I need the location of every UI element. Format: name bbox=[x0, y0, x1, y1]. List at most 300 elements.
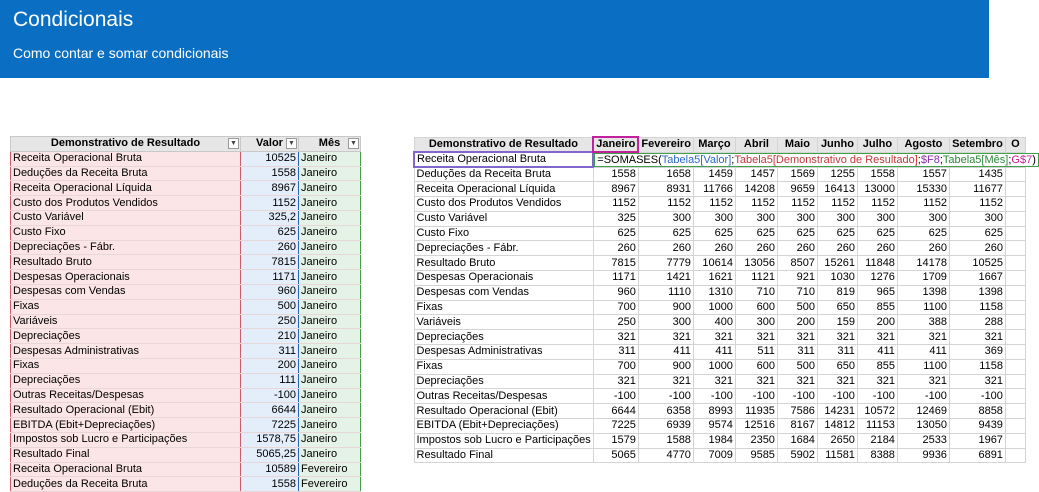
value-cell[interactable]: 8388 bbox=[857, 448, 897, 463]
cell-demonstrativo[interactable]: Receita Operacional Líquida bbox=[11, 181, 241, 196]
value-cell[interactable]: 2350 bbox=[735, 433, 777, 448]
cell-demonstrativo[interactable]: Fixas bbox=[11, 358, 241, 373]
cell-mes[interactable]: Fevereiro bbox=[299, 477, 361, 492]
value-cell[interactable]: -100 bbox=[693, 389, 735, 404]
value-cell[interactable]: 1684 bbox=[777, 433, 817, 448]
filter-dropdown-icon[interactable]: ▼ bbox=[228, 138, 239, 149]
cell-demonstrativo[interactable]: Despesas com Vendas bbox=[11, 284, 241, 299]
value-cell[interactable]: 13056 bbox=[735, 256, 777, 271]
value-cell[interactable] bbox=[1005, 197, 1025, 212]
value-cell[interactable]: 321 bbox=[638, 330, 693, 345]
value-cell[interactable]: 500 bbox=[777, 300, 817, 315]
value-cell[interactable]: 15261 bbox=[817, 256, 857, 271]
value-cell[interactable]: 9585 bbox=[735, 448, 777, 463]
value-cell[interactable]: 311 bbox=[593, 345, 638, 360]
value-cell[interactable]: 8858 bbox=[949, 404, 1005, 419]
value-cell[interactable]: 819 bbox=[817, 285, 857, 300]
month-header[interactable]: Janeiro bbox=[593, 137, 638, 152]
value-cell[interactable] bbox=[1005, 226, 1025, 241]
value-cell[interactable]: 400 bbox=[693, 315, 735, 330]
cell-valor[interactable]: 1578,75 bbox=[241, 432, 299, 447]
value-cell[interactable]: 5902 bbox=[777, 448, 817, 463]
value-cell[interactable]: 900 bbox=[638, 300, 693, 315]
filter-dropdown-icon[interactable]: ▼ bbox=[348, 138, 359, 149]
value-cell[interactable]: 1152 bbox=[593, 197, 638, 212]
value-cell[interactable]: 625 bbox=[777, 226, 817, 241]
value-cell[interactable]: 325 bbox=[593, 211, 638, 226]
value-cell[interactable]: 321 bbox=[857, 374, 897, 389]
value-cell[interactable]: 625 bbox=[693, 226, 735, 241]
cell-valor[interactable]: 5065,25 bbox=[241, 447, 299, 462]
cell-valor[interactable]: 10589 bbox=[241, 462, 299, 477]
value-cell[interactable]: 321 bbox=[949, 330, 1005, 345]
value-cell[interactable]: 8507 bbox=[777, 256, 817, 271]
month-header[interactable]: Março bbox=[693, 137, 735, 152]
value-cell[interactable]: 9659 bbox=[777, 182, 817, 197]
value-cell[interactable]: 921 bbox=[777, 271, 817, 286]
value-cell[interactable]: 321 bbox=[897, 330, 949, 345]
value-cell[interactable]: 300 bbox=[857, 211, 897, 226]
cell-demonstrativo[interactable]: Custo Fixo bbox=[11, 225, 241, 240]
value-cell[interactable]: -100 bbox=[735, 389, 777, 404]
cell-valor[interactable]: 7815 bbox=[241, 255, 299, 270]
value-cell[interactable]: 5065 bbox=[593, 448, 638, 463]
cell-demonstrativo[interactable]: Resultado Final bbox=[11, 447, 241, 462]
cell-demonstrativo[interactable]: Resultado Bruto bbox=[11, 255, 241, 270]
value-cell[interactable]: 9936 bbox=[897, 448, 949, 463]
value-cell[interactable]: 2650 bbox=[817, 433, 857, 448]
value-cell[interactable] bbox=[1005, 419, 1025, 434]
cell-mes[interactable]: Janeiro bbox=[299, 344, 361, 359]
cell-mes[interactable]: Janeiro bbox=[299, 373, 361, 388]
value-cell[interactable]: 1588 bbox=[638, 433, 693, 448]
value-cell[interactable]: 1000 bbox=[693, 300, 735, 315]
value-cell[interactable]: 1152 bbox=[777, 197, 817, 212]
value-cell[interactable] bbox=[1005, 448, 1025, 463]
value-cell[interactable]: 8967 bbox=[593, 182, 638, 197]
value-cell[interactable]: 321 bbox=[949, 374, 1005, 389]
value-cell[interactable] bbox=[1005, 211, 1025, 226]
month-header[interactable]: Agosto bbox=[897, 137, 949, 152]
value-cell[interactable]: 321 bbox=[693, 330, 735, 345]
cell-mes[interactable]: Janeiro bbox=[299, 314, 361, 329]
value-cell[interactable]: 260 bbox=[777, 241, 817, 256]
value-cell[interactable]: 900 bbox=[638, 359, 693, 374]
value-cell[interactable] bbox=[1005, 300, 1025, 315]
formula-editor[interactable] bbox=[594, 153, 1039, 167]
value-cell[interactable]: 300 bbox=[638, 315, 693, 330]
value-cell[interactable]: 321 bbox=[735, 374, 777, 389]
cell-mes[interactable]: Janeiro bbox=[299, 196, 361, 211]
value-cell[interactable]: 1152 bbox=[817, 197, 857, 212]
value-cell[interactable]: 11935 bbox=[735, 404, 777, 419]
value-cell[interactable]: 1459 bbox=[693, 167, 735, 182]
month-header[interactable]: Junho bbox=[817, 137, 857, 152]
value-cell[interactable]: 11581 bbox=[817, 448, 857, 463]
cell-demonstrativo[interactable]: Deduções da Receita Bruta bbox=[11, 477, 241, 492]
value-cell[interactable]: 1171 bbox=[593, 271, 638, 286]
value-cell[interactable]: 1667 bbox=[949, 271, 1005, 286]
row-label[interactable]: Custo Variável bbox=[414, 211, 593, 226]
value-cell[interactable]: 10525 bbox=[949, 256, 1005, 271]
value-cell[interactable]: 6644 bbox=[593, 404, 638, 419]
value-cell[interactable]: 1557 bbox=[897, 167, 949, 182]
value-cell[interactable]: 411 bbox=[693, 345, 735, 360]
cell-mes[interactable]: Janeiro bbox=[299, 166, 361, 181]
value-cell[interactable]: 11766 bbox=[693, 182, 735, 197]
value-cell[interactable]: 7586 bbox=[777, 404, 817, 419]
value-cell[interactable] bbox=[1005, 285, 1025, 300]
value-cell[interactable]: 260 bbox=[638, 241, 693, 256]
cell-demonstrativo[interactable]: Depreciações bbox=[11, 329, 241, 344]
value-cell[interactable] bbox=[1005, 389, 1025, 404]
value-cell[interactable]: 625 bbox=[857, 226, 897, 241]
value-cell[interactable]: 1152 bbox=[638, 197, 693, 212]
value-cell[interactable] bbox=[1005, 404, 1025, 419]
value-cell[interactable]: 200 bbox=[857, 315, 897, 330]
cell-valor[interactable]: 1152 bbox=[241, 196, 299, 211]
month-header[interactable]: Maio bbox=[777, 137, 817, 152]
cell-demonstrativo[interactable]: Receita Operacional Bruta bbox=[11, 462, 241, 477]
cell-valor[interactable]: 6644 bbox=[241, 403, 299, 418]
value-cell[interactable]: 710 bbox=[735, 285, 777, 300]
cell-valor[interactable]: 7225 bbox=[241, 418, 299, 433]
value-cell[interactable]: 250 bbox=[593, 315, 638, 330]
value-cell[interactable]: 4770 bbox=[638, 448, 693, 463]
value-cell[interactable]: 6891 bbox=[949, 448, 1005, 463]
row-label[interactable]: Deduções da Receita Bruta bbox=[414, 167, 593, 182]
row-label[interactable]: Custo Fixo bbox=[414, 226, 593, 241]
left-header-valor[interactable] bbox=[241, 137, 299, 152]
row-label[interactable]: Receita Operacional Líquida bbox=[414, 182, 593, 197]
value-cell[interactable]: 7779 bbox=[638, 256, 693, 271]
value-cell[interactable]: 1000 bbox=[693, 359, 735, 374]
cell-demonstrativo[interactable]: EBITDA (Ebit+Depreciações) bbox=[11, 418, 241, 433]
row-label[interactable]: Resultado Bruto bbox=[414, 256, 593, 271]
value-cell[interactable]: 1709 bbox=[897, 271, 949, 286]
row-label[interactable]: Resultado Operacional (Ebit) bbox=[414, 404, 593, 419]
value-cell[interactable]: 321 bbox=[593, 330, 638, 345]
value-cell[interactable]: 511 bbox=[735, 345, 777, 360]
cell-demonstrativo[interactable]: Fixas bbox=[11, 299, 241, 314]
value-cell[interactable]: 2533 bbox=[897, 433, 949, 448]
cell-valor[interactable]: 500 bbox=[241, 299, 299, 314]
value-cell[interactable]: 855 bbox=[857, 359, 897, 374]
value-cell[interactable]: 300 bbox=[949, 211, 1005, 226]
value-cell[interactable]: 1158 bbox=[949, 300, 1005, 315]
cell-demonstrativo[interactable]: Despesas Operacionais bbox=[11, 270, 241, 285]
value-cell[interactable]: 16413 bbox=[817, 182, 857, 197]
month-header[interactable]: O bbox=[1005, 137, 1025, 152]
cell-valor[interactable]: 10525 bbox=[241, 151, 299, 166]
value-cell[interactable]: 300 bbox=[638, 211, 693, 226]
cell-mes[interactable]: Janeiro bbox=[299, 388, 361, 403]
value-cell[interactable]: 260 bbox=[897, 241, 949, 256]
formula-cell[interactable] bbox=[593, 152, 1036, 167]
value-cell[interactable]: 1121 bbox=[735, 271, 777, 286]
value-cell[interactable] bbox=[1005, 359, 1025, 374]
value-cell[interactable]: 321 bbox=[735, 330, 777, 345]
value-cell[interactable]: 1100 bbox=[897, 359, 949, 374]
value-cell[interactable]: 700 bbox=[593, 359, 638, 374]
value-cell[interactable]: 1621 bbox=[693, 271, 735, 286]
value-cell[interactable] bbox=[1005, 315, 1025, 330]
value-cell[interactable]: 14812 bbox=[817, 419, 857, 434]
row-label[interactable]: Depreciações bbox=[414, 374, 593, 389]
cell-valor[interactable]: 1558 bbox=[241, 477, 299, 492]
value-cell[interactable]: -100 bbox=[817, 389, 857, 404]
value-cell[interactable]: 11848 bbox=[857, 256, 897, 271]
value-cell[interactable]: 300 bbox=[897, 211, 949, 226]
cell-mes[interactable]: Janeiro bbox=[299, 255, 361, 270]
value-cell[interactable]: -100 bbox=[949, 389, 1005, 404]
value-cell[interactable]: 965 bbox=[857, 285, 897, 300]
value-cell[interactable] bbox=[1005, 256, 1025, 271]
value-cell[interactable]: 321 bbox=[897, 374, 949, 389]
value-cell[interactable] bbox=[1005, 241, 1025, 256]
value-cell[interactable]: 1100 bbox=[897, 300, 949, 315]
value-cell[interactable]: -100 bbox=[638, 389, 693, 404]
value-cell[interactable]: 1558 bbox=[593, 167, 638, 182]
row-label[interactable]: Variáveis bbox=[414, 315, 593, 330]
value-cell[interactable] bbox=[1005, 374, 1025, 389]
value-cell[interactable]: 700 bbox=[593, 300, 638, 315]
value-cell[interactable]: 260 bbox=[693, 241, 735, 256]
value-cell[interactable]: 1152 bbox=[949, 197, 1005, 212]
value-cell[interactable]: 1152 bbox=[897, 197, 949, 212]
value-cell[interactable]: 960 bbox=[593, 285, 638, 300]
cell-valor[interactable]: 960 bbox=[241, 284, 299, 299]
row-label[interactable]: Fixas bbox=[414, 300, 593, 315]
value-cell[interactable]: 1152 bbox=[735, 197, 777, 212]
value-cell[interactable]: 260 bbox=[817, 241, 857, 256]
value-cell[interactable]: 1658 bbox=[638, 167, 693, 182]
cell-valor[interactable]: 200 bbox=[241, 358, 299, 373]
value-cell[interactable]: 311 bbox=[817, 345, 857, 360]
value-cell[interactable]: 600 bbox=[735, 300, 777, 315]
value-cell[interactable]: 710 bbox=[777, 285, 817, 300]
value-cell[interactable]: 625 bbox=[593, 226, 638, 241]
cell-mes[interactable]: Janeiro bbox=[299, 181, 361, 196]
value-cell[interactable]: 1398 bbox=[897, 285, 949, 300]
value-cell[interactable]: -100 bbox=[593, 389, 638, 404]
summary-header-label[interactable]: Demonstrativo de Resultado bbox=[414, 137, 593, 152]
value-cell[interactable]: 7225 bbox=[593, 419, 638, 434]
cell-mes[interactable]: Janeiro bbox=[299, 210, 361, 225]
cell-demonstrativo[interactable]: Custo Variável bbox=[11, 210, 241, 225]
value-cell[interactable]: 15330 bbox=[897, 182, 949, 197]
value-cell[interactable]: 1276 bbox=[857, 271, 897, 286]
cell-demonstrativo[interactable]: Deduções da Receita Bruta bbox=[11, 166, 241, 181]
cell-valor[interactable]: 1558 bbox=[241, 166, 299, 181]
cell-mes[interactable]: Janeiro bbox=[299, 432, 361, 447]
cell-mes[interactable]: Janeiro bbox=[299, 151, 361, 166]
value-cell[interactable]: 1967 bbox=[949, 433, 1005, 448]
value-cell[interactable]: 14208 bbox=[735, 182, 777, 197]
cell-valor[interactable]: 111 bbox=[241, 373, 299, 388]
month-header[interactable]: Julho bbox=[857, 137, 897, 152]
value-cell[interactable] bbox=[1005, 271, 1025, 286]
value-cell[interactable]: -100 bbox=[777, 389, 817, 404]
cell-demonstrativo[interactable]: Impostos sob Lucro e Participações bbox=[11, 432, 241, 447]
value-cell[interactable]: -100 bbox=[857, 389, 897, 404]
row-label[interactable]: Despesas Administrativas bbox=[414, 345, 593, 360]
cell-valor[interactable]: 8967 bbox=[241, 181, 299, 196]
value-cell[interactable]: 300 bbox=[693, 211, 735, 226]
value-cell[interactable]: 321 bbox=[638, 374, 693, 389]
value-cell[interactable]: 8931 bbox=[638, 182, 693, 197]
cell-demonstrativo[interactable]: Outras Receitas/Despesas bbox=[11, 388, 241, 403]
value-cell[interactable]: 1030 bbox=[817, 271, 857, 286]
filter-dropdown-icon[interactable]: ▼ bbox=[286, 138, 297, 149]
value-cell[interactable]: 369 bbox=[949, 345, 1005, 360]
value-cell[interactable]: 13050 bbox=[897, 419, 949, 434]
value-cell[interactable]: 311 bbox=[777, 345, 817, 360]
value-cell[interactable]: 625 bbox=[735, 226, 777, 241]
cell-mes[interactable]: Janeiro bbox=[299, 358, 361, 373]
cell-mes[interactable]: Janeiro bbox=[299, 299, 361, 314]
row-label[interactable]: Depreciações - Fábr. bbox=[414, 241, 593, 256]
cell-demonstrativo[interactable]: Depreciações - Fábr. bbox=[11, 240, 241, 255]
value-cell[interactable]: 1457 bbox=[735, 167, 777, 182]
value-cell[interactable] bbox=[1005, 433, 1025, 448]
value-cell[interactable]: 321 bbox=[593, 374, 638, 389]
cell-valor[interactable]: 260 bbox=[241, 240, 299, 255]
value-cell[interactable]: 650 bbox=[817, 300, 857, 315]
value-cell[interactable]: 260 bbox=[735, 241, 777, 256]
value-cell[interactable]: 411 bbox=[638, 345, 693, 360]
value-cell[interactable]: 10614 bbox=[693, 256, 735, 271]
value-cell[interactable]: 11677 bbox=[949, 182, 1005, 197]
value-cell[interactable]: 625 bbox=[897, 226, 949, 241]
cell-demonstrativo[interactable]: Resultado Operacional (Ebit) bbox=[11, 403, 241, 418]
value-cell[interactable]: 300 bbox=[817, 211, 857, 226]
value-cell[interactable]: 321 bbox=[857, 330, 897, 345]
cell-valor[interactable]: 210 bbox=[241, 329, 299, 344]
value-cell[interactable]: 1579 bbox=[593, 433, 638, 448]
value-cell[interactable]: 625 bbox=[817, 226, 857, 241]
value-cell[interactable]: 1310 bbox=[693, 285, 735, 300]
value-cell[interactable]: 321 bbox=[777, 330, 817, 345]
value-cell[interactable] bbox=[1005, 182, 1025, 197]
value-cell[interactable]: 8993 bbox=[693, 404, 735, 419]
left-header-mes[interactable] bbox=[299, 137, 361, 152]
value-cell[interactable]: -100 bbox=[897, 389, 949, 404]
row-label[interactable]: Receita Operacional Bruta bbox=[414, 152, 593, 167]
value-cell[interactable]: 11153 bbox=[857, 419, 897, 434]
cell-valor[interactable]: 1171 bbox=[241, 270, 299, 285]
cell-demonstrativo[interactable]: Despesas Administrativas bbox=[11, 344, 241, 359]
value-cell[interactable]: 321 bbox=[817, 330, 857, 345]
value-cell[interactable]: 14231 bbox=[817, 404, 857, 419]
value-cell[interactable]: 6358 bbox=[638, 404, 693, 419]
value-cell[interactable]: 625 bbox=[949, 226, 1005, 241]
value-cell[interactable]: 1255 bbox=[817, 167, 857, 182]
cell-valor[interactable]: 325,2 bbox=[241, 210, 299, 225]
value-cell[interactable]: 288 bbox=[949, 315, 1005, 330]
row-label[interactable]: Depreciações bbox=[414, 330, 593, 345]
value-cell[interactable]: 12516 bbox=[735, 419, 777, 434]
value-cell[interactable]: 1152 bbox=[857, 197, 897, 212]
value-cell[interactable] bbox=[1005, 345, 1025, 360]
value-cell[interactable]: 9574 bbox=[693, 419, 735, 434]
value-cell[interactable]: 1398 bbox=[949, 285, 1005, 300]
value-cell[interactable]: 12469 bbox=[897, 404, 949, 419]
value-cell[interactable]: 855 bbox=[857, 300, 897, 315]
value-cell[interactable]: 6939 bbox=[638, 419, 693, 434]
cell-mes[interactable]: Janeiro bbox=[299, 329, 361, 344]
value-cell[interactable]: 300 bbox=[777, 211, 817, 226]
cell-valor[interactable]: 625 bbox=[241, 225, 299, 240]
value-cell[interactable]: 321 bbox=[777, 374, 817, 389]
value-cell[interactable]: 2184 bbox=[857, 433, 897, 448]
value-cell[interactable]: 159 bbox=[817, 315, 857, 330]
value-cell[interactable]: 1435 bbox=[949, 167, 1005, 182]
row-label[interactable]: Resultado Final bbox=[414, 448, 593, 463]
month-header[interactable]: Abril bbox=[735, 137, 777, 152]
cell-mes[interactable]: Janeiro bbox=[299, 447, 361, 462]
value-cell[interactable]: 1158 bbox=[949, 359, 1005, 374]
value-cell[interactable] bbox=[1005, 167, 1025, 182]
value-cell[interactable]: 650 bbox=[817, 359, 857, 374]
value-cell[interactable]: 13000 bbox=[857, 182, 897, 197]
value-cell[interactable]: 1152 bbox=[693, 197, 735, 212]
cell-valor[interactable]: -100 bbox=[241, 388, 299, 403]
cell-demonstrativo[interactable]: Custo dos Produtos Vendidos bbox=[11, 196, 241, 211]
cell-mes[interactable]: Janeiro bbox=[299, 240, 361, 255]
value-cell[interactable]: 321 bbox=[817, 374, 857, 389]
value-cell[interactable]: 411 bbox=[897, 345, 949, 360]
value-cell[interactable]: 260 bbox=[593, 241, 638, 256]
cell-mes[interactable]: Fevereiro bbox=[299, 462, 361, 477]
left-header-demonstrativo[interactable] bbox=[11, 137, 241, 152]
cell-mes[interactable]: Janeiro bbox=[299, 284, 361, 299]
cell-mes[interactable]: Janeiro bbox=[299, 225, 361, 240]
value-cell[interactable]: 411 bbox=[857, 345, 897, 360]
value-cell[interactable]: 600 bbox=[735, 359, 777, 374]
row-label[interactable]: EBITDA (Ebit+Depreciações) bbox=[414, 419, 593, 434]
value-cell[interactable]: 9439 bbox=[949, 419, 1005, 434]
value-cell[interactable]: 1569 bbox=[777, 167, 817, 182]
cell-demonstrativo[interactable]: Receita Operacional Bruta bbox=[11, 151, 241, 166]
cell-demonstrativo[interactable]: Variáveis bbox=[11, 314, 241, 329]
value-cell[interactable]: 14178 bbox=[897, 256, 949, 271]
value-cell[interactable]: 500 bbox=[777, 359, 817, 374]
value-cell[interactable]: 321 bbox=[693, 374, 735, 389]
row-label[interactable]: Impostos sob Lucro e Participações bbox=[414, 433, 593, 448]
value-cell[interactable]: 7815 bbox=[593, 256, 638, 271]
value-cell[interactable] bbox=[1005, 330, 1025, 345]
cell-mes[interactable]: Janeiro bbox=[299, 270, 361, 285]
value-cell[interactable]: 1984 bbox=[693, 433, 735, 448]
cell-demonstrativo[interactable]: Depreciações bbox=[11, 373, 241, 388]
value-cell[interactable]: 388 bbox=[897, 315, 949, 330]
cell-valor[interactable]: 311 bbox=[241, 344, 299, 359]
cell-mes[interactable]: Janeiro bbox=[299, 418, 361, 433]
row-label[interactable]: Fixas bbox=[414, 359, 593, 374]
value-cell[interactable]: 260 bbox=[949, 241, 1005, 256]
month-header[interactable]: Fevereiro bbox=[638, 137, 693, 152]
value-cell[interactable]: 10572 bbox=[857, 404, 897, 419]
value-cell[interactable]: 200 bbox=[777, 315, 817, 330]
value-cell[interactable]: 625 bbox=[638, 226, 693, 241]
value-cell[interactable]: 1421 bbox=[638, 271, 693, 286]
row-label[interactable]: Despesas Operacionais bbox=[414, 271, 593, 286]
row-label[interactable]: Despesas com Vendas bbox=[414, 285, 593, 300]
cell-valor[interactable]: 250 bbox=[241, 314, 299, 329]
month-header[interactable]: Setembro bbox=[949, 137, 1005, 152]
value-cell[interactable]: 300 bbox=[735, 211, 777, 226]
